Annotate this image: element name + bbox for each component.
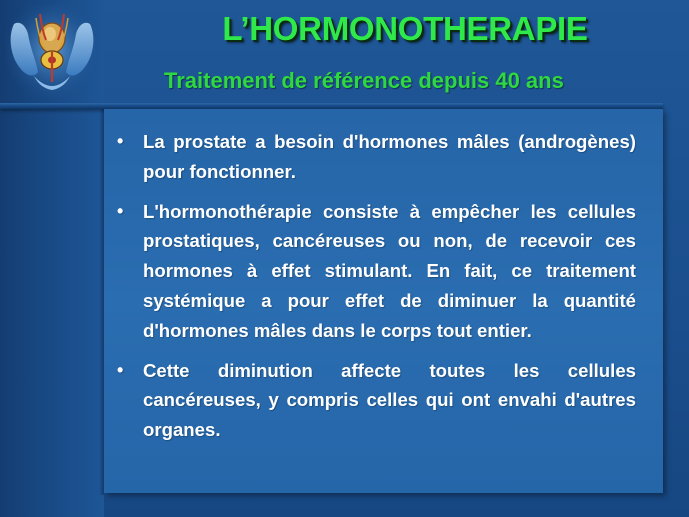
- bullet-text: Cette diminution affecte toutes les cellules cancéreuses, y compris celles qui ont envahi d'autres organes.: [143, 359, 636, 441]
- bullet-dot-icon: •: [117, 131, 124, 151]
- bullet-item: [114, 127, 636, 187]
- bullet-item: [114, 356, 636, 445]
- bullet-text: La prostate a besoin d'hormones mâles (androgènes) pour fonctionner.: [143, 131, 636, 182]
- bullet-text: L'hormonothérapie consiste à empêcher les cellules prostatiques, cancéreuses ou non, de recevoir ces hormones à effet stimulant. En fait, ce traitement systémique a pour effet de diminuer la quantité d'hormones mâles dans le corps tout entier.: [143, 200, 636, 341]
- pelvis-prostate-illustration-icon: [6, 4, 98, 100]
- bullet-item: [114, 197, 636, 346]
- slide-title: L’HORMONOTHERAPIE: [222, 10, 588, 47]
- slide-subtitle: Traitement de référence depuis 40 ans: [164, 68, 564, 93]
- bullet-dot-icon: •: [117, 359, 124, 380]
- bullet-dot-icon: •: [117, 200, 124, 221]
- bullet-list: [114, 127, 636, 455]
